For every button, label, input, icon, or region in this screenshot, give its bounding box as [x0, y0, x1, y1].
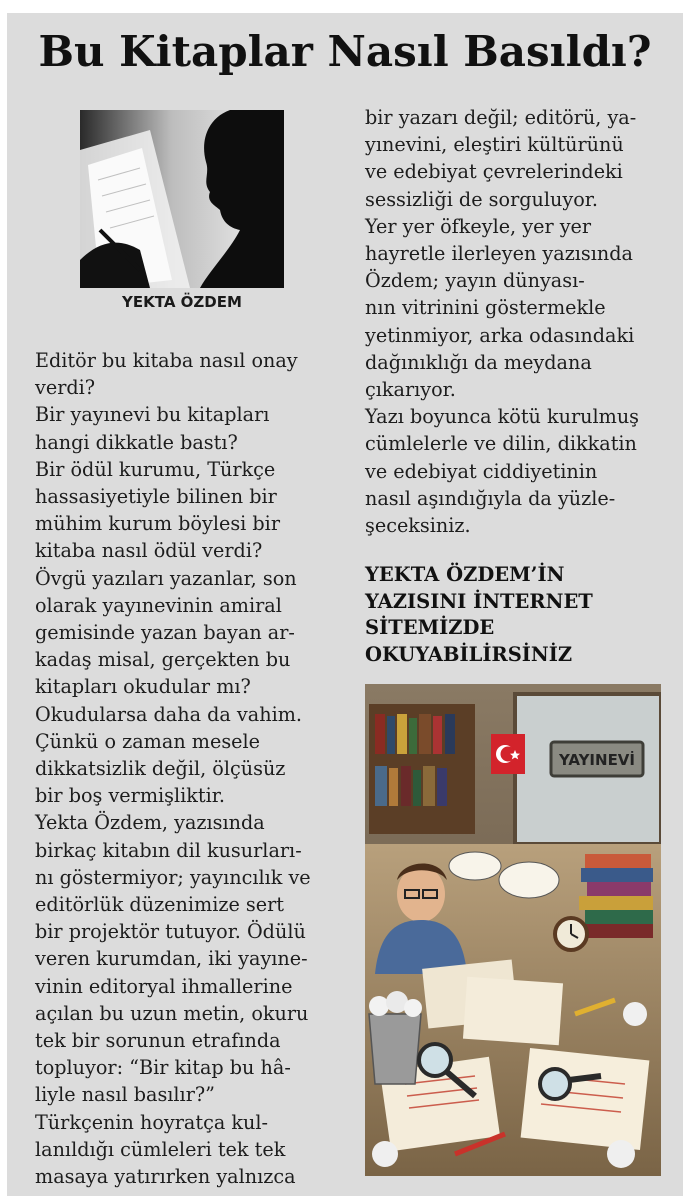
cta-line: YAZISINI İNTERNET: [365, 589, 593, 613]
text-line: dağınıklığı da meydana: [365, 350, 592, 374]
sign-text: YAYINEVİ: [558, 751, 636, 769]
text-line: hayretle ilerleyen yazısında: [365, 242, 633, 266]
left-text-column: [35, 347, 347, 1190]
author-silhouette-image: [80, 110, 284, 288]
text-line: bir boş vermişliktir.: [35, 784, 225, 808]
text-line: vinin editoryal ihmallerine: [35, 974, 293, 998]
right-text-column: [365, 104, 665, 539]
text-line: hassasiyetiyle bilinen bir: [35, 485, 277, 509]
text-line: ve edebiyat ciddiyetinin: [365, 459, 598, 483]
author-name: YEKTA ÖZDEM: [122, 293, 242, 311]
text-line: bir projektör tutuyor. Ödülü: [35, 920, 306, 944]
text-line: Yekta Özdem, yazısında: [35, 811, 265, 835]
text-line: lanıldığı cümleleri tek tek: [35, 1137, 286, 1161]
messy-desk-illustration: [365, 684, 661, 1176]
text-line: topluyor: “Bir kitap bu hâ-: [35, 1056, 291, 1080]
text-line: masaya yatırırken yalnızca: [35, 1165, 296, 1189]
text-line: çıkarıyor.: [365, 378, 456, 402]
text-line: nın vitrinini göstermekle: [365, 296, 606, 320]
text-line: hangi dikkatle bastı?: [35, 430, 238, 454]
text-line: Övgü yazıları yazanlar, son: [35, 566, 297, 590]
text-line: Çünkü o zaman mesele: [35, 729, 261, 753]
text-line: liyle nasıl basılır?”: [35, 1083, 215, 1107]
text-line: sessizliği de sorguluyor.: [365, 187, 598, 211]
text-line: Türkçenin hoyratça kul-: [35, 1110, 268, 1134]
cta-line: SİTEMİZDE: [365, 616, 495, 639]
text-line: mühim kurum böylesi bir: [35, 512, 280, 536]
cta-line: OKUYABİLİRSİNİZ: [365, 642, 573, 666]
text-line: bir yazarı değil; editörü, ya-: [365, 106, 637, 129]
text-line: açılan bu uzun metin, okuru: [35, 1001, 309, 1025]
newspaper-page: [7, 13, 683, 1196]
text-line: Bir ödül kurumu, Türkçe: [35, 457, 276, 481]
text-line: gemisinde yazan bayan ar-: [35, 621, 295, 645]
text-line: şeceksiniz.: [365, 514, 471, 538]
text-line: Yer yer öfkeyle, yer yer: [365, 214, 592, 238]
text-line: Bir yayınevi bu kitapları: [35, 403, 270, 427]
text-line: olarak yayınevinin amiral: [35, 593, 282, 617]
text-line: Yazı boyunca kötü kurulmuş: [365, 405, 640, 429]
text-line: cümlelerle ve dilin, dikkatin: [365, 432, 637, 456]
editor-illustration: [365, 684, 661, 1176]
text-line: kitapları okudular mı?: [35, 675, 251, 699]
text-line: Editör bu kitaba nasıl onay: [35, 349, 298, 372]
text-line: Özdem; yayın dünyası-: [365, 269, 585, 293]
cta-line: YEKTA ÖZDEM’İN: [365, 563, 565, 586]
author-photo: [80, 110, 284, 288]
text-line: editörlük düzenimize sert: [35, 893, 285, 917]
text-line: dikkatsizlik değil, ölçüsüz: [35, 757, 286, 781]
text-line: veren kurumdan, iki yayıne-: [35, 947, 308, 971]
text-line: nı göstermiyor; yayıncılık ve: [35, 865, 311, 889]
text-line: nasıl aşındığıyla da yüzle-: [365, 486, 616, 510]
headline: Bu Kitaplar Nasıl Basıldı?: [38, 27, 652, 76]
text-line: tek bir sorunun etrafında: [35, 1029, 281, 1053]
text-line: kadaş misal, gerçekten bu: [35, 648, 291, 672]
call-to-action: [365, 562, 665, 668]
text-line: verdi?: [35, 376, 96, 400]
text-line: ve edebiyat çevrelerindeki: [365, 160, 623, 184]
text-line: birkaç kitabın dil kusurları-: [35, 838, 302, 862]
text-line: yetinmiyor, arka odasındaki: [365, 323, 635, 347]
text-line: Okudularsa daha da vahim.: [35, 702, 302, 726]
text-line: yınevini, eleştiri kültürünü: [365, 133, 624, 157]
text-line: kitaba nasıl ödül verdi?: [35, 539, 263, 563]
